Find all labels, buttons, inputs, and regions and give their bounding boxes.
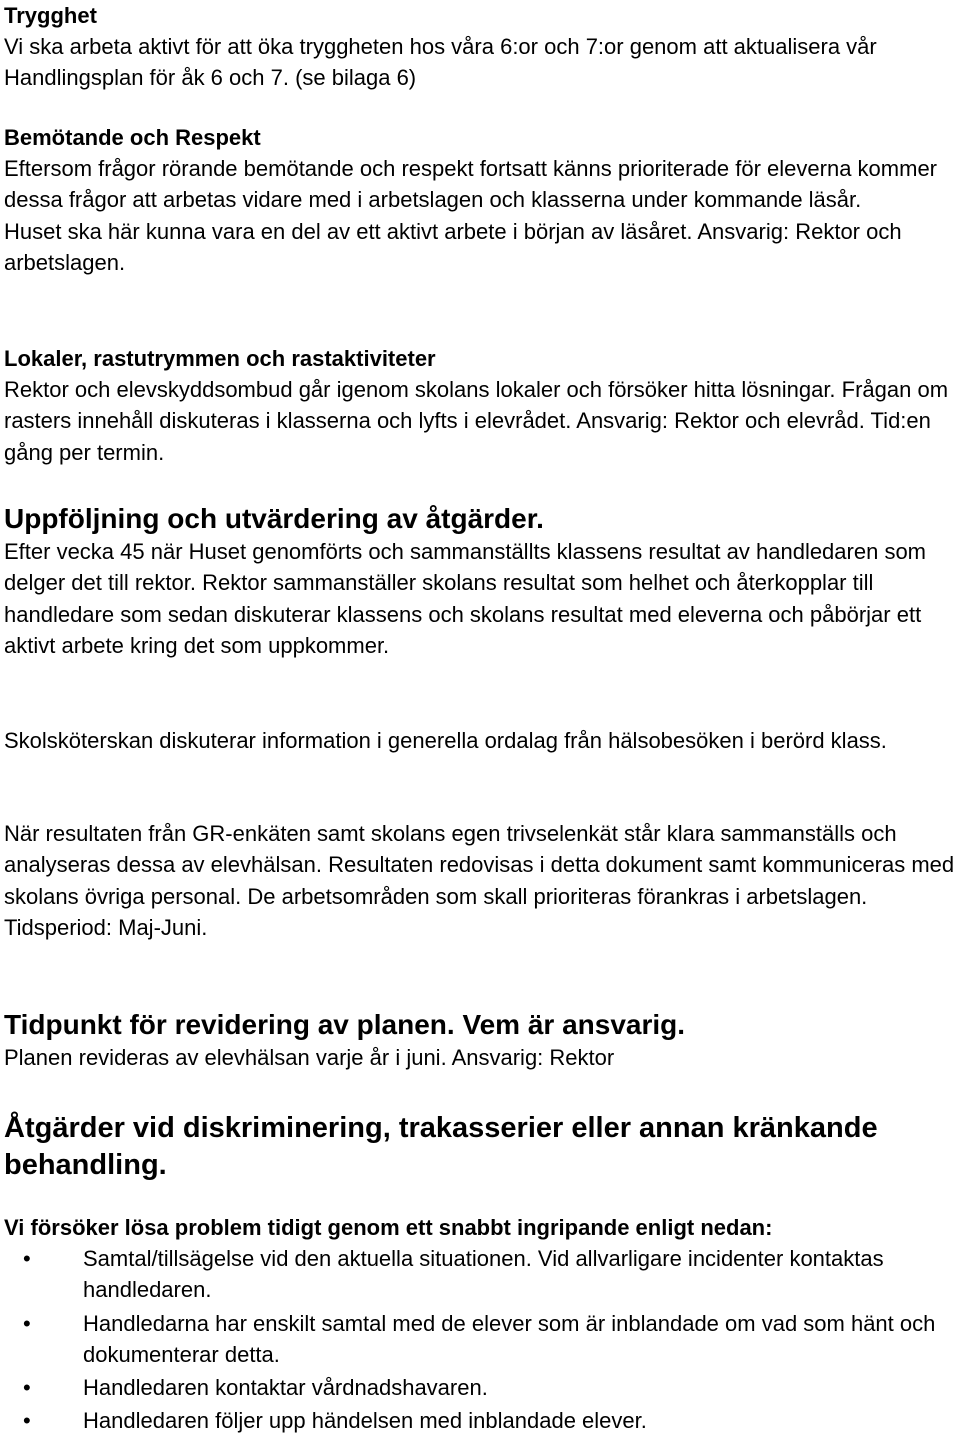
- heading-atgarder: Åtgärder vid diskriminering, trakasserier eller annan kränkande behandling.: [4, 1112, 878, 1181]
- section-atgarder: [4, 1110, 956, 1184]
- heading-bemotande: Bemötande och Respekt: [4, 125, 261, 150]
- section-bemotande: [4, 122, 956, 278]
- heading-uppfoljning: Uppföljning och utvärdering av åtgärder.: [4, 503, 544, 534]
- heading-trygghet: Trygghet: [4, 3, 97, 28]
- text-uppfoljning-3: När resultaten från GR-enkäten samt skolans egen trivselenkät står klara sammanställs och analyseras dessa av elevhälsan. Resultaten redovisas i detta dokument samt kommuniceras med skolans övriga personal. De arbetsområden som skall prioriteras förankras i arbetslagen. Tidsperiod: Maj-Juni.: [4, 821, 955, 940]
- section-lokaler: [4, 343, 956, 468]
- subheading-atgarder: Vi försöker lösa problem tidigt genom ett snabbt ingripande enligt nedan:: [4, 1215, 773, 1240]
- section-atgarder-list: [4, 1212, 956, 1439]
- section-trygghet: [4, 0, 956, 94]
- heading-tidpunkt: Tidpunkt för revidering av planen. Vem är ansvarig.: [4, 1009, 686, 1040]
- bullet-icon: •: [23, 1408, 31, 1434]
- list-item-text: Handledarna har enskilt samtal med de elever som är inblandade om vad som hänt och dokumenterar detta.: [83, 1310, 936, 1367]
- section-skolskoterskan: [4, 725, 956, 756]
- list-item: [4, 1243, 956, 1306]
- text-bemotande-2: Huset ska här kunna vara en del av ett aktivt arbete i början av läsåret. Ansvarig: Rektor och arbetslagen.: [4, 218, 902, 275]
- list-item-text: Samtal/tillsägelse vid den aktuella situationen. Vid allvarligare incidenter kontaktas handledaren.: [83, 1246, 884, 1303]
- bullet-list: [4, 1243, 956, 1437]
- bullet-icon: •: [23, 1246, 31, 1271]
- section-tidpunkt: [4, 1008, 956, 1073]
- text-uppfoljning-2: Skolsköterskan diskuterar information i generella ordalag från hälsobesöken i berörd klass.: [4, 728, 887, 753]
- text-tidpunkt: Planen revideras av elevhälsan varje år i juni. Ansvarig: Rektor: [4, 1045, 615, 1070]
- list-item: [4, 1308, 956, 1371]
- text-lokaler: Rektor och elevskyddsombud går igenom skolans lokaler och försöker hitta lösningar. Frågan om rasters innehåll diskuteras i klasserna och lyfts i elevrådet. Ansvarig: Rektor och elevråd. Tid:en gång per termin.: [4, 377, 949, 465]
- section-gr-enkaten: [4, 818, 956, 943]
- list-item-text: Handledaren kontaktar vårdnadshavaren.: [83, 1375, 488, 1401]
- list-item: [4, 1372, 956, 1403]
- section-uppfoljning: [4, 502, 956, 661]
- list-item-text: Handledaren följer upp händelsen med inblandade elever.: [83, 1408, 647, 1434]
- text-uppfoljning-1: Efter vecka 45 när Huset genomförts och sammanställts klassens resultat av handledaren som delger det till rektor. Rektor sammanställer skolans resultat som helhet och återkopplar till handledare som sedan diskuterar klassens och skolans resultat med eleverna och påbörjar ett aktivt arbete kring det som uppkommer.: [4, 539, 927, 658]
- bullet-icon: •: [23, 1375, 31, 1401]
- bullet-icon: •: [23, 1310, 31, 1336]
- list-item: [4, 1405, 956, 1436]
- heading-lokaler: Lokaler, rastutrymmen och rastaktiviteter: [4, 346, 436, 371]
- text-bemotande-1: Eftersom frågor rörande bemötande och respekt fortsatt känns prioriterade för eleverna kommer dessa frågor att arbetas vidare med i arbetslagen och klasserna under kommande läsår.: [4, 156, 938, 213]
- text-trygghet: Vi ska arbeta aktivt för att öka tryggheten hos våra 6:or och 7:or genom att aktualisera vår Handlingsplan för åk 6 och 7. (se bilaga 6): [4, 34, 877, 91]
